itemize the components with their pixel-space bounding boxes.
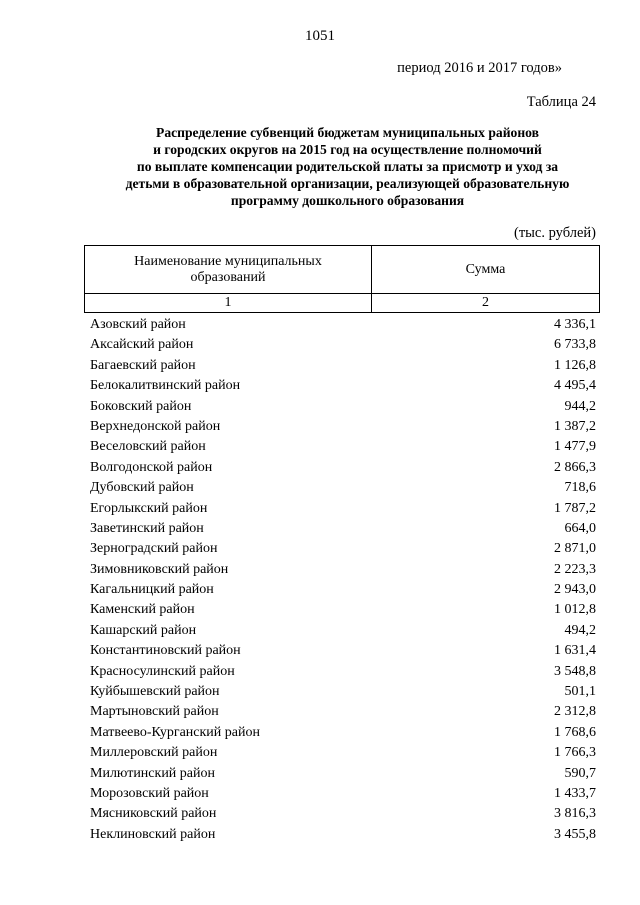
municipality-name: Зерноградский район — [90, 541, 218, 557]
table-row — [90, 723, 596, 743]
header-row — [85, 246, 600, 294]
municipality-name: Волгодонской район — [90, 459, 213, 475]
header-amount: Сумма — [372, 246, 600, 294]
amount-value: 4 495,4 — [554, 378, 596, 394]
table-row — [90, 335, 596, 355]
municipality-name: Мартыновский район — [90, 704, 219, 720]
table-header — [84, 245, 600, 313]
table-row — [90, 641, 596, 661]
municipality-name: Матвеево-Курганский район — [90, 724, 260, 740]
table-row — [90, 458, 596, 478]
municipality-name: Белокалитвинский район — [90, 378, 241, 394]
municipality-name: Куйбышевский район — [90, 684, 220, 700]
title-line: детьми в образовательной организации, реализующей образовательную — [125, 176, 570, 191]
amount-value: 1 433,7 — [554, 785, 596, 801]
table-row — [90, 376, 596, 396]
municipality-name: Багаевский район — [90, 357, 196, 373]
municipality-name: Каменский район — [90, 602, 195, 618]
title-line: Распределение субвенций бюджетам муниципальных районов — [156, 125, 539, 140]
amount-value: 664,0 — [564, 520, 596, 536]
municipality-name: Заветинский район — [90, 520, 204, 536]
amount-value: 944,2 — [564, 398, 596, 414]
table-row — [90, 499, 596, 519]
municipality-name: Милютинский район — [90, 765, 216, 781]
table-row — [90, 764, 596, 784]
table-row — [90, 397, 596, 417]
amount-value: 1 631,4 — [554, 643, 596, 659]
municipality-name: Азовский район — [90, 317, 186, 332]
header-municipality-line: Наименование муниципальных — [134, 253, 322, 269]
column-number: 2 — [372, 294, 600, 313]
amount-value: 1 387,2 — [554, 418, 596, 434]
title-line: программу дошкольного образования — [230, 193, 465, 208]
amount-value: 2 223,3 — [554, 561, 596, 577]
units-label: (тыс. рублей) — [514, 225, 596, 241]
table-row — [90, 580, 596, 600]
amount-value: 1 787,2 — [554, 500, 596, 516]
header-municipality — [85, 246, 372, 294]
table-row — [90, 702, 596, 722]
amount-value: 494,2 — [564, 622, 596, 638]
amount-value: 1 768,6 — [554, 724, 596, 740]
table-row — [90, 621, 596, 641]
amount-value: 590,7 — [564, 765, 596, 781]
amount-value: 2 871,0 — [554, 541, 596, 557]
amount-value: 1 126,8 — [554, 357, 596, 373]
table-row — [90, 682, 596, 702]
municipality-name: Дубовский район — [90, 480, 194, 496]
table-row — [90, 600, 596, 620]
table-label: Таблица 24 — [526, 94, 596, 110]
municipality-name: Егорлыкский район — [90, 500, 208, 516]
municipality-name: Зимовниковский район — [90, 561, 229, 577]
amount-value: 1 766,3 — [554, 745, 596, 761]
column-number: 1 — [85, 294, 372, 313]
title-line: по выплате компенсации родительской платы за присмотр и уход за — [136, 159, 559, 174]
document-title — [60, 124, 635, 209]
column-number-row — [85, 294, 600, 313]
amount-value: 3 816,3 — [554, 806, 596, 822]
table-row — [90, 437, 596, 457]
page-number: 1051 — [305, 28, 335, 44]
table-row — [90, 417, 596, 437]
municipality-name: Верхнедонской район — [90, 418, 221, 434]
data-rows — [90, 315, 596, 845]
table-row — [90, 804, 596, 824]
amount-value: 1 012,8 — [554, 602, 596, 618]
amount-value: 3 548,8 — [554, 663, 596, 679]
amount-value: 2 866,3 — [554, 459, 596, 475]
municipality-name: Мясниковский район — [90, 806, 217, 822]
municipality-name: Веселовский район — [90, 439, 206, 455]
amount-value: 501,1 — [564, 684, 596, 700]
amount-value: 4 336,1 — [554, 317, 596, 332]
header-municipality-line: образований — [190, 269, 266, 285]
table-row — [90, 519, 596, 539]
amount-value: 2 312,8 — [554, 704, 596, 720]
table-row — [90, 539, 596, 559]
amount-value: 3 455,8 — [554, 826, 596, 842]
municipality-name: Морозовский район — [90, 785, 209, 801]
table-row — [90, 743, 596, 763]
municipality-name: Миллеровский район — [90, 745, 218, 761]
table-row — [90, 478, 596, 498]
municipality-name: Красносулинский район — [90, 663, 235, 679]
table-row — [90, 825, 596, 845]
municipality-name: Константиновский район — [90, 643, 241, 659]
municipality-name: Аксайский район — [90, 337, 194, 353]
period-line: период 2016 и 2017 годов» — [397, 60, 562, 76]
municipality-name: Кагальницкий район — [90, 582, 214, 598]
municipality-name: Боковский район — [90, 398, 192, 414]
table-row — [90, 315, 596, 335]
amount-value: 6 733,8 — [554, 337, 596, 353]
amount-value: 1 477,9 — [554, 439, 596, 455]
table-row — [90, 356, 596, 376]
municipality-name: Кашарский район — [90, 622, 197, 638]
title-line: и городских округов на 2015 год на осуществление полномочий — [153, 142, 542, 157]
amount-value: 2 943,0 — [554, 582, 596, 598]
table-row — [90, 560, 596, 580]
municipality-name: Неклиновский район — [90, 826, 216, 842]
amount-value: 718,6 — [564, 480, 596, 496]
table-row — [90, 662, 596, 682]
table-row — [90, 784, 596, 804]
